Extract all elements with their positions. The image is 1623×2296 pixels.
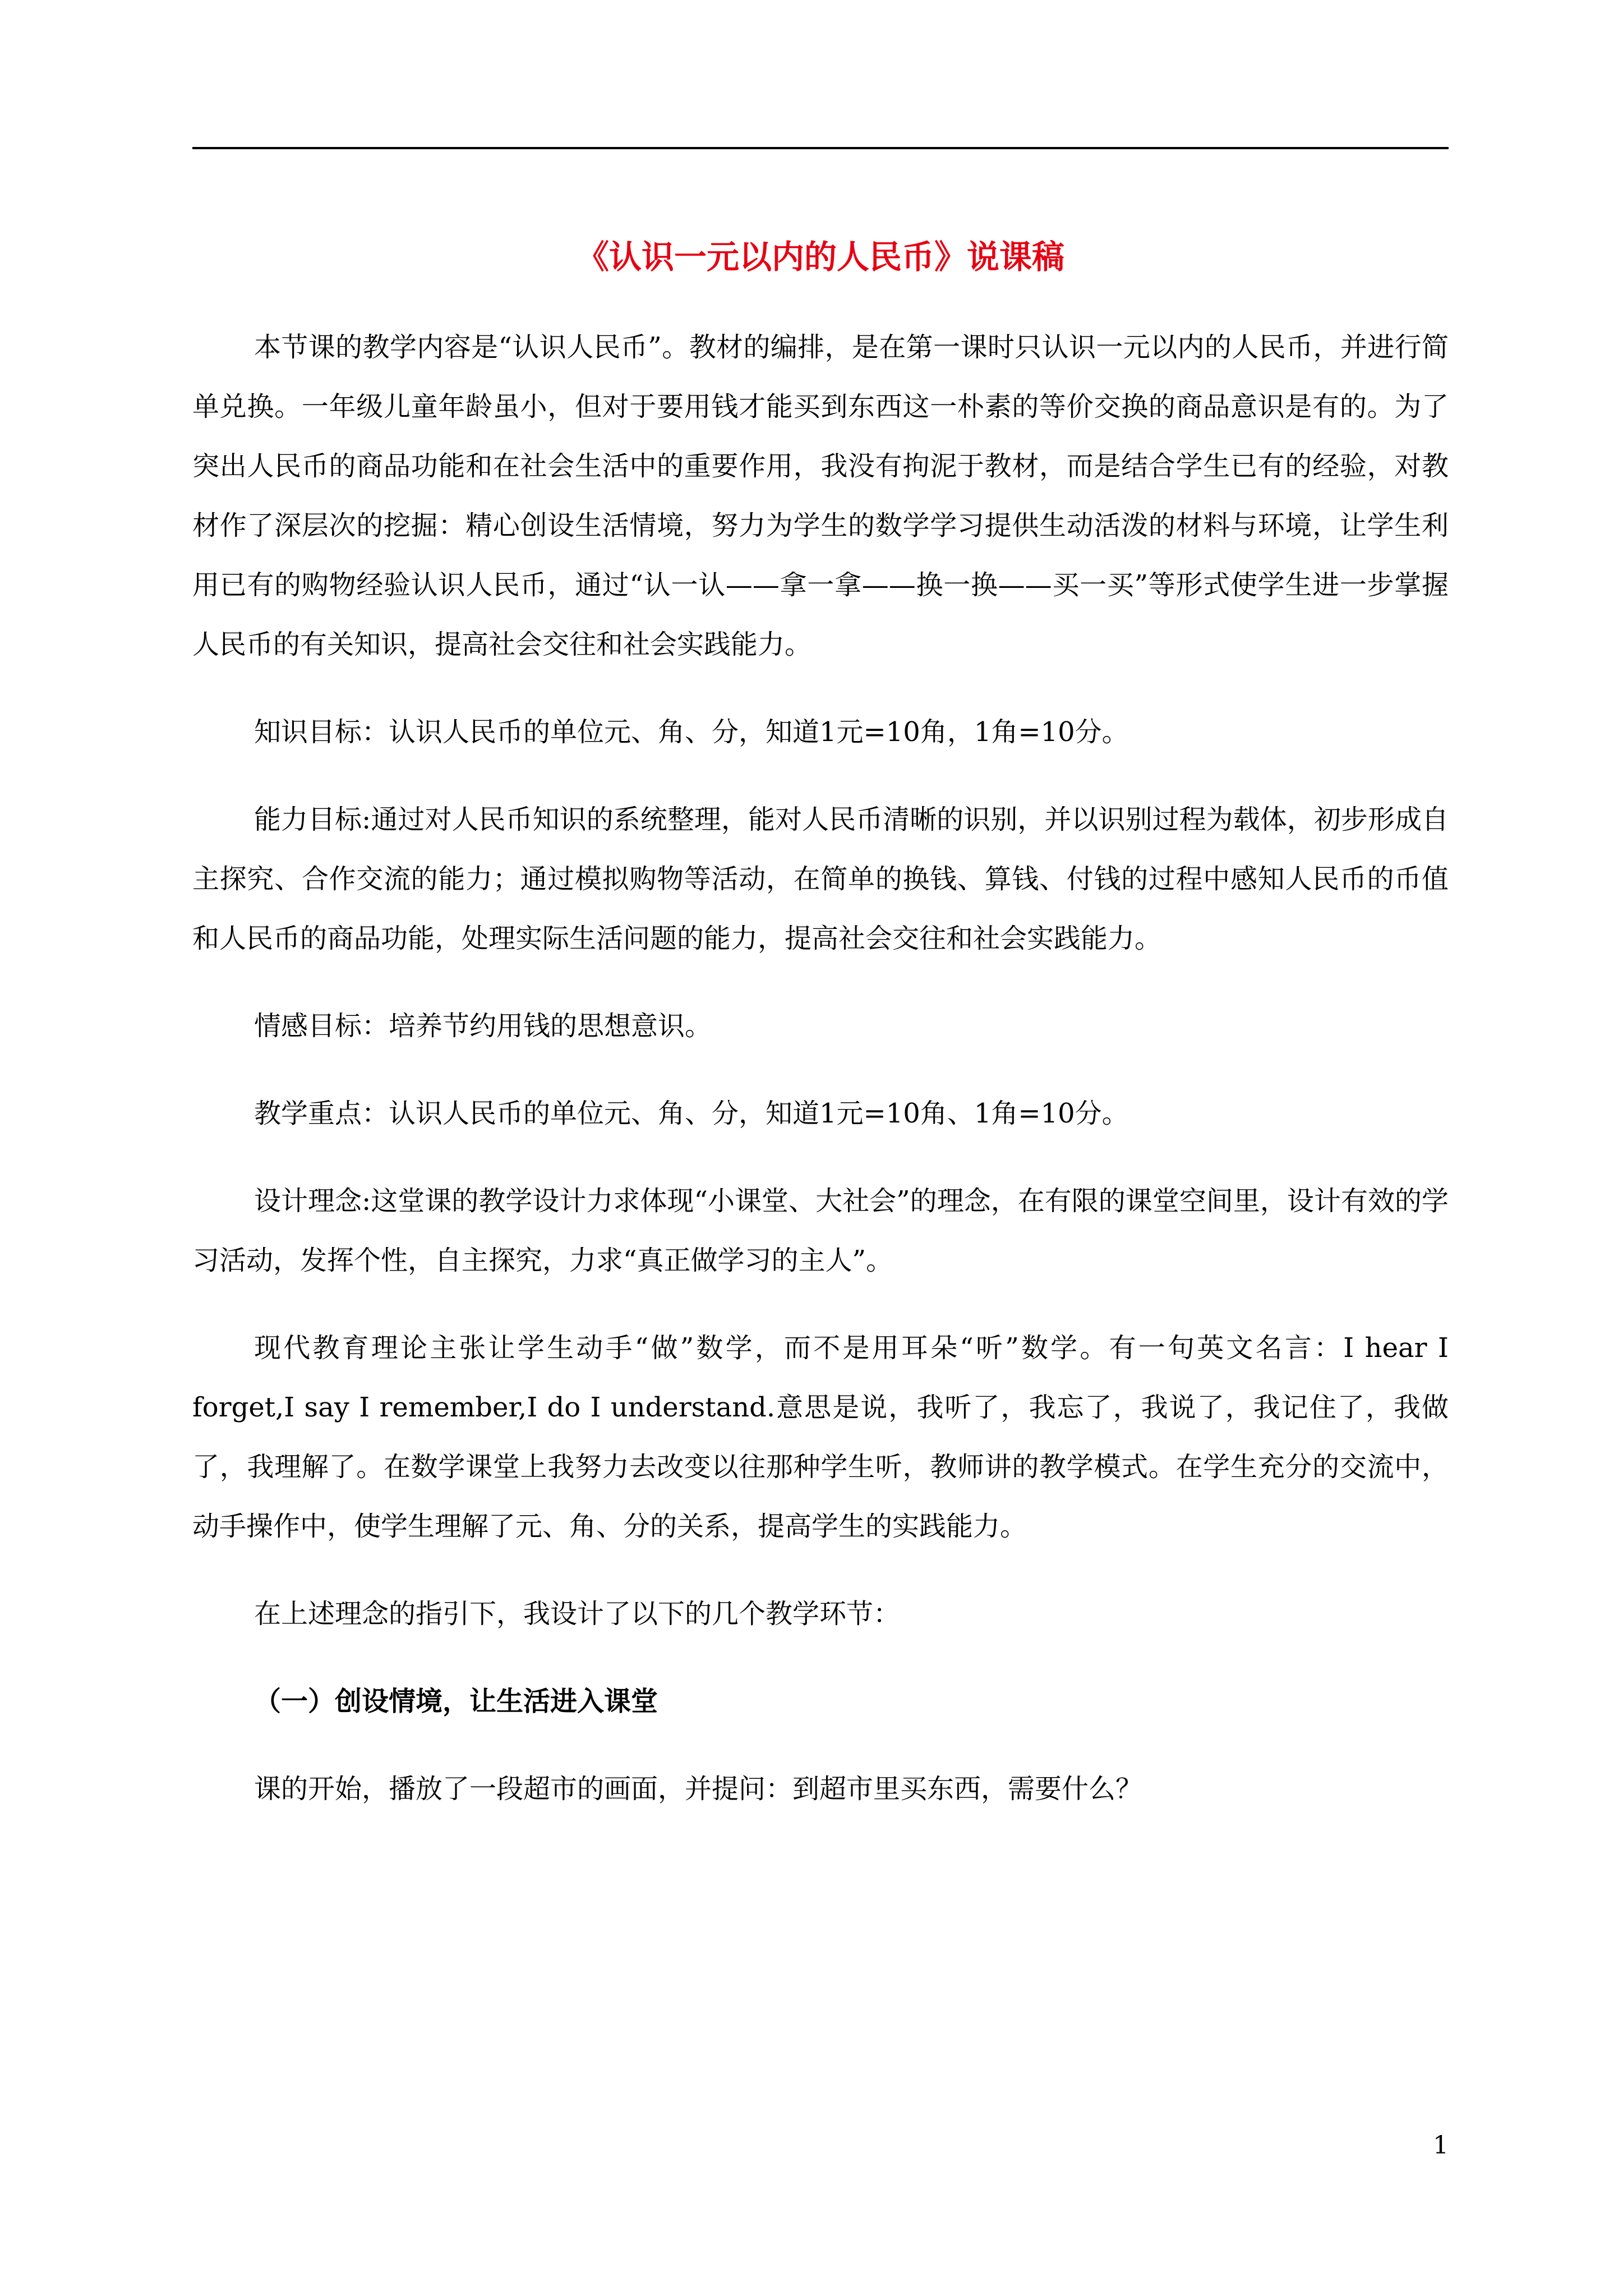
- paragraph-ability-goal: 能力目标:通过对人民币知识的系统整理，能对人民币清晰的识别，并以识别过程为载体，初步形成自主探究、合作交流的能力；通过模拟购物等活动，在简单的换钱、算钱、付钱的过程中感知人民币的币值和人民币的商品功能，处理实际生活问题的能力，提高社会交往和社会实践能力。: [192, 804, 1449, 954]
- paragraph-lesson-start: 课的开始，播放了一段超市的画面，并提问：到超市里买东西，需要什么？: [254, 1773, 1143, 1805]
- paragraph-design-concept: 设计理念:这堂课的教学设计力求体现“小课堂、大社会”的理念，在有限的课堂空间里，设计有效的学习活动，发挥个性，自主探究，力求“真正做学习的主人”。: [192, 1185, 1449, 1276]
- section-heading-1: （一）创设情境，让生活进入课堂: [254, 1686, 658, 1717]
- document-body: [192, 318, 1449, 1819]
- paragraph-education-theory: 现代教育理论主张让学生动手“做”数学，而不是用耳朵“听”数学。有一句英文名言：I hear I forget,I say I remember,I do I understand.意思是说，我听了，我忘了，我说了，我记住了，我做了，我理解了。在数学课堂上我努力去改变以往那种学生听，教师讲的教学模式。在学生充分的交流中，动手操作中，使学生理解了元、角、分的关系，提高学生的实践能力。: [192, 1332, 1449, 1542]
- paragraph-knowledge-goal: 知识目标：认识人民币的单位元、角、分，知道1元=10角，1角=10分。: [254, 716, 1129, 748]
- paragraph-teaching-focus: 教学重点：认识人民币的单位元、角、分，知道1元=10角、1角=10分。: [254, 1098, 1129, 1129]
- paragraph-teaching-steps-intro: 在上述理念的指引下，我设计了以下的几个教学环节：: [254, 1598, 901, 1630]
- header-rule: [192, 147, 1449, 149]
- page-number: 1: [1433, 2131, 1449, 2160]
- paragraph-emotion-goal: 情感目标：培养节约用钱的思想意识。: [254, 1010, 712, 1042]
- document-title: 《认识一元以内的人民币》说课稿: [576, 238, 1064, 276]
- paragraph-intro: 本节课的教学内容是“认识人民币”。教材的编排，是在第一课时只认识一元以内的人民币，并进行简单兑换。一年级儿童年龄虽小，但对于要用钱才能买到东西这一朴素的等价交换的商品意识是有的。为了突出人民币的商品功能和在社会生活中的重要作用，我没有拘泥于教材，而是结合学生已有的经验，对教材作了深层次的挖掘：精心创设生活情境，努力为学生的数学学习提供生动活泼的材料与环境，让学生利用已有的购物经验认识人民币，通过“认一认——拿一拿——换一换——买一买”等形式使学生进一步掌握人民币的有关知识，提高社会交往和社会实践能力。: [192, 332, 1449, 660]
